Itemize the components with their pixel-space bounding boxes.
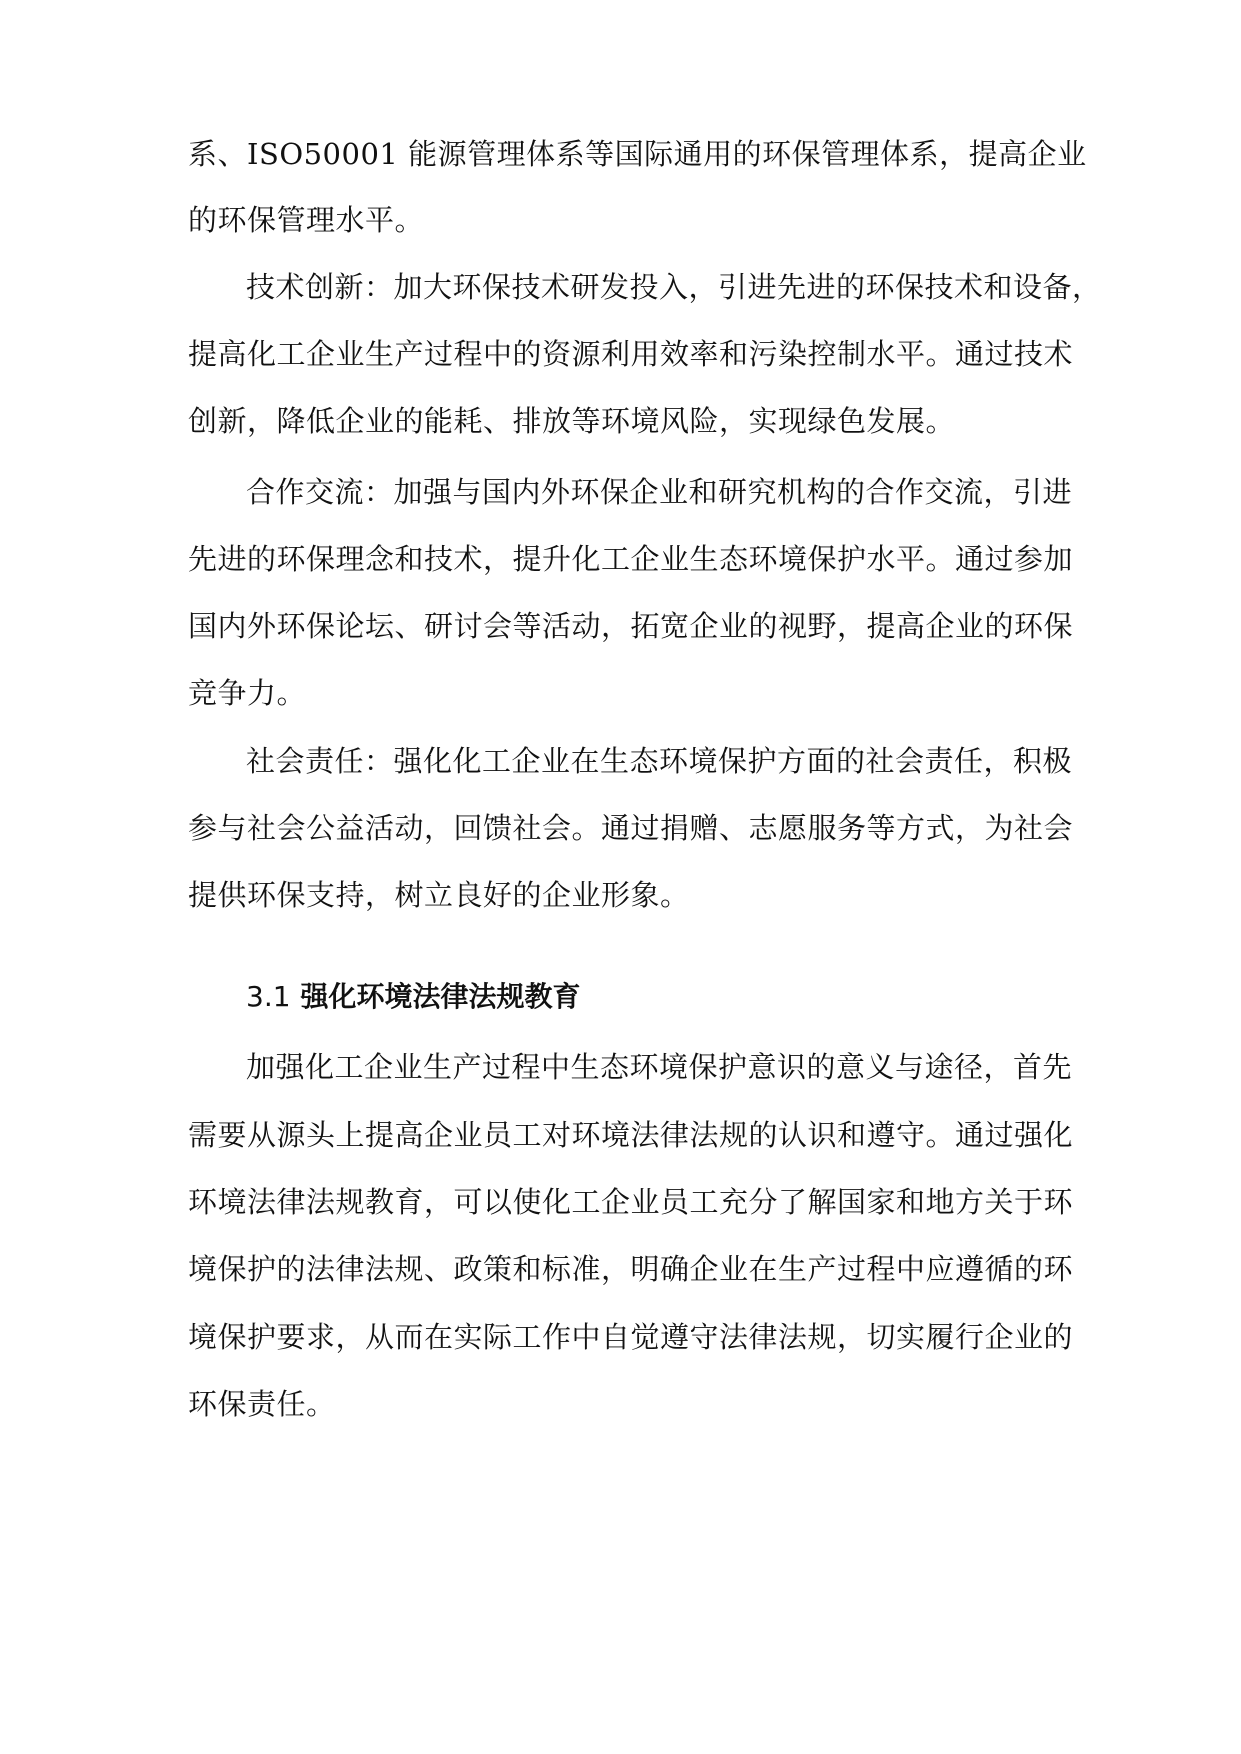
section-number: 3.1 [246,980,291,1013]
paragraph-line: 竞争力。 [188,676,307,710]
paragraph-line: 系、ISO50001 能源管理体系等国际通用的环保管理体系，提高企业 [188,137,1087,171]
paragraph-line: 先进的环保理念和技术，提升化工企业生态环境保护水平。通过参加 [188,542,1074,576]
paragraph-line: 合作交流：加强与国内外环保企业和研究机构的合作交流，引进 [246,475,1073,509]
paragraph-line: 环境法律法规教育，可以使化工企业员工充分了解国家和地方关于环 [188,1185,1074,1219]
paragraph-line: 国内外环保论坛、研讨会等活动，拓宽企业的视野，提高企业的环保 [188,609,1074,643]
paragraph-line: 社会责任：强化化工企业在生态环境保护方面的社会责任，积极 [246,744,1073,778]
paragraph-line: 的环保管理水平。 [188,203,425,237]
paragraph-line: 创新，降低企业的能耗、排放等环境风险，实现绿色发展。 [188,404,956,438]
paragraph-line: 加强化工企业生产过程中生态环境保护意识的意义与途径，首先 [246,1050,1073,1084]
paragraph-line: 境保护要求，从而在实际工作中自觉遵守法律法规，切实履行企业的 [188,1320,1074,1354]
paragraph-line: 提供环保支持，树立良好的企业形象。 [188,878,690,912]
paragraph-line: 境保护的法律法规、政策和标准，明确企业在生产过程中应遵循的环 [188,1252,1074,1286]
section-heading [246,977,581,1017]
paragraph-line: 需要从源头上提高企业员工对环境法律法规的认识和遵守。通过强化 [188,1118,1074,1152]
paragraph-line: 环保责任。 [188,1387,336,1421]
paragraph-line: 技术创新：加大环保技术研发投入，引进先进的环保技术和设备， [246,270,1102,304]
paragraph-line: 提高化工企业生产过程中的资源利用效率和污染控制水平。通过技术 [188,337,1074,371]
paragraph-line: 参与社会公益活动，回馈社会。通过捐赠、志愿服务等方式，为社会 [188,811,1074,845]
section-title: 强化环境法律法规教育 [300,980,581,1013]
